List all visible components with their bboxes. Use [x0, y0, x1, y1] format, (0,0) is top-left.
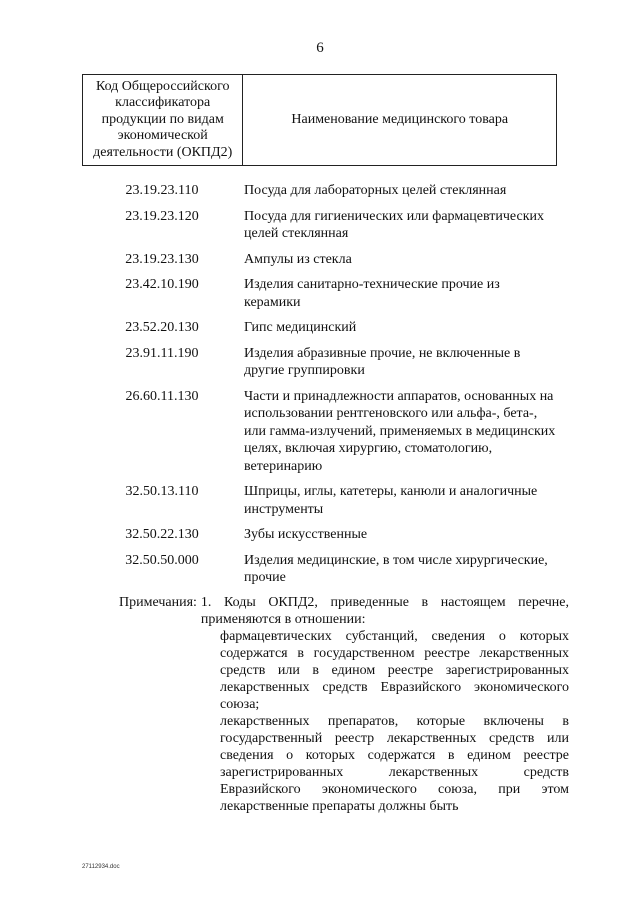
table-row	[82, 182, 557, 200]
notes-paragraph-2: лекарственных препаратов, которые включены в государственный реестр лекарственных средств или сведения о которых содержатся в едином реестре зарегистрированных лекарственных средств Евразийского экономического союза, при этом лекарственные препараты должны быть	[220, 714, 569, 814]
table-row	[82, 388, 557, 476]
row-code: 23.91.11.190	[125, 345, 199, 361]
row-name: Посуда для гигиенических или фармацевтических целей стеклянная	[244, 208, 544, 241]
row-name: Гипс медицинский	[244, 320, 357, 335]
row-code: 26.60.11.130	[125, 388, 199, 404]
row-code: 23.19.23.120	[125, 208, 199, 224]
row-code: 32.50.13.110	[125, 484, 199, 499]
table-row	[82, 251, 557, 269]
row-name: Шприцы, иглы, катетеры, канюли и аналогичные инструменты	[244, 484, 538, 517]
row-code: 23.52.20.130	[125, 320, 199, 335]
row-name: Ампулы из стекла	[244, 251, 352, 267]
row-name: Изделия санитарно-технические прочие из керамики	[244, 277, 500, 310]
row-code: 23.42.10.190	[125, 277, 199, 292]
row-code: 32.50.22.130	[125, 527, 199, 542]
table-row	[82, 276, 557, 311]
notes-section	[119, 594, 569, 815]
row-name: Изделия абразивные прочие, не включенные в другие группировки	[244, 345, 521, 378]
table-row	[82, 526, 557, 544]
notes-paragraph-1: фармацевтических субстанций, сведения о которых содержатся в государственном реестре лекарственных средств или в едином реестре зарегистрированных лекарственных средств Евразийского экономического союза;	[220, 629, 569, 712]
row-name: Посуда для лабораторных целей стеклянная	[244, 183, 507, 198]
row-name: Изделия медицинские, в том числе хирургические, прочие	[244, 552, 548, 585]
notes-title: Примечания:	[119, 595, 197, 610]
table-header	[82, 74, 557, 166]
page-number: 6	[316, 40, 324, 56]
row-code: 23.19.23.110	[125, 183, 199, 198]
table-row	[82, 345, 557, 380]
table-row	[82, 552, 557, 587]
notes-first-line	[119, 594, 569, 628]
notes-item-1: 1. Коды ОКПД2, приведенные в настоящем перечне, применяются в отношении:	[200, 595, 569, 627]
row-code: 23.19.23.130	[125, 251, 199, 267]
row-name: Зубы искусственные	[244, 527, 368, 542]
footer-doc-code: 27112934.doc	[82, 864, 120, 870]
row-code: 32.50.50.000	[125, 552, 199, 568]
table-body	[82, 182, 557, 595]
header-code-column: Код Общероссийского классификатора продукции по видам экономической деятельности (ОКПД2)	[83, 75, 243, 166]
table-row	[82, 483, 557, 518]
table-row	[82, 208, 557, 243]
table-row	[82, 319, 557, 337]
row-name: Части и принадлежности аппаратов, основанных на использовании рентгеновского или альфа-, бета-, или гамма-излучений, применяемых в медицинских целях, включая хирургию, стоматологию, ветеринарию	[244, 388, 556, 474]
header-name-column: Наименование медицинского товара	[243, 75, 557, 166]
